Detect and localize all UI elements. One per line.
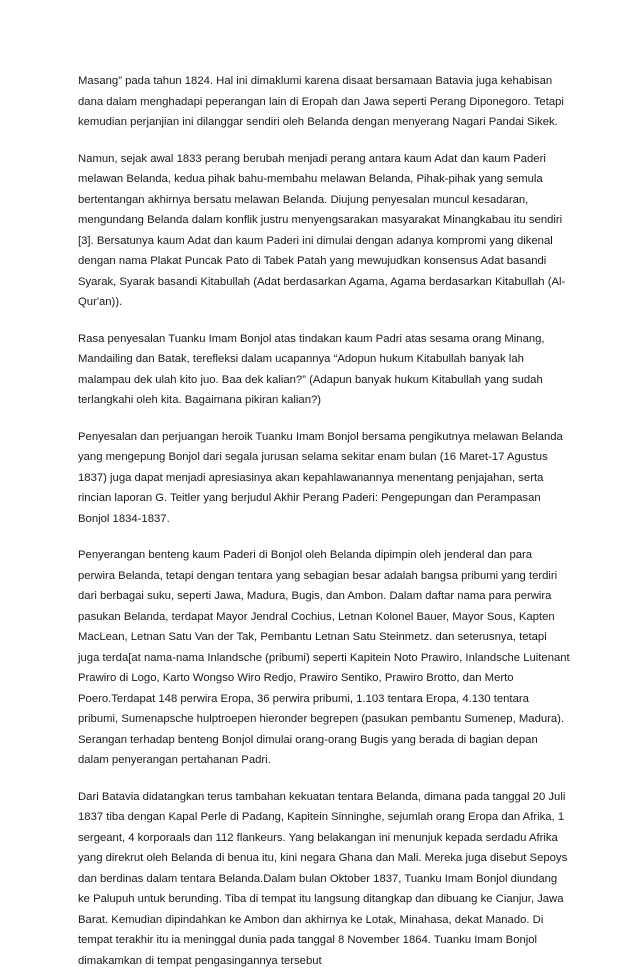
paragraph-6: Dari Batavia didatangkan terus tambahan kekuatan tentara Belanda, dimana pada tanggal 20 Juli 1837 tiba dengan Kapal Perle di Padang, Kapitein Sinninghe, sejumlah orang Eropa dan Afrika, 1 sergeant, 4 korporaals dan 112 flankeurs. Yang belakangan ini menunjuk kepada serdadu Afrika yang direkrut oleh Belanda di benua itu, kini negara Ghana dan Mali. Mereka juga disebut Sepoys dan berdinas dalam tentara Belanda.Dalam bulan Oktober 1837, Tuanku Imam Bonjol diundang ke Palupuh untuk berunding. Tiba di tempat itu langsung ditangkap dan dibuang ke Cianjur, Jawa Barat. Kemudian dipindahkan ke Ambon dan akhirnya ke Lotak, Minahasa, dekat Manado. Di tempat terakhir itu ia meninggal dunia pada tanggal 8 November 1864. Tuanku Imam Bonjol dimakamkan di tempat pengasingannya tersebut — [78, 790, 568, 967]
paragraph-2: Namun, sejak awal 1833 perang berubah menjadi perang antara kaum Adat dan kaum Paderi melawan Belanda, kedua pihak bahu-membahu melawan Belanda, Pihak-pihak yang semula bertentangan akhirnya bersatu melawan Belanda. Diujung penyesalan muncul kesadaran, mengundang Belanda dalam konflik justru menyengsarakan masyarakat Minangkabau itu sendiri [3]. Bersatunya kaum Adat dan kaum Paderi ini dimulai dengan adanya kompromi yang dikenal dengan nama Plakat Puncak Pato di Tabek Patah yang mewujudkan konsensus Adat basandi Syarak, Syarak basandi Kitabullah (Adat berdasarkan Agama, Agama berdasarkan Kitabullah (Al-Qur'an)). — [78, 152, 566, 308]
paragraph-4: Penyesalan dan perjuangan heroik Tuanku Imam Bonjol bersama pengikutnya melawan Belanda yang mengepung Bonjol dari segala jurusan selama sekitar enam bulan (16 Maret-17 Agustus 1837) juga dapat menjadi apresiasinya akan kepahlawanannya menentang penjajahan, serta rincian laporan G. Teitler yang berjudul Akhir Perang Paderi: Pengepungan dan Perampasan Bonjol 1834-1837. — [78, 430, 563, 525]
paragraph-1: Masang” pada tahun 1824. Hal ini dimaklumi karena disaat bersamaan Batavia juga kehabisan dana dalam menghadapi peperangan lain di Eropah dan Jawa seperti Perang Diponegoro. Tetapi kemudian perjanjian ini dilanggar sendiri oleh Belanda dengan menyerang Nagari Pandai Sikek. — [78, 75, 564, 128]
paragraph-5: Penyerangan benteng kaum Paderi di Bonjol oleh Belanda dipimpin oleh jenderal dan para perwira Belanda, tetapi dengan tentara yang sebagian besar adalah bangsa pribumi yang terdiri dari berbagai suku, seperti Jawa, Madura, Bugis, dan Ambon. Dalam daftar nama para perwira pasukan Belanda, terdapat Mayor Jendral Cochius, Letnan Kolonel Bauer, Mayor Sous, Kapten MacLean, Letnan Satu Van der Tak, Pembantu Letnan Satu Steinmetz. dan seterusnya, tetapi juga terda[at nama-nama Inlandsche (pribumi) seperti Kapitein Noto Prawiro, Inlandsche Luitenant Prawiro di Logo, Karto Wongso Wiro Redjo, Prawiro Sentiko, Prawiro Brotto, dan Merto Poero.Terdapat 148 perwira Eropa, 36 perwira pribumi, 1.103 tentara Eropa, 4.130 tentara pribumi, Sumenapsche hulptroepen hieronder begrepen (pasukan pembantu Sumenep, Madura). Serangan terhadap benteng Bonjol dimulai orang-orang Bugis yang berada di bagian depan dalam penyerangan pertahanan Padri. — [78, 549, 570, 766]
document-body — [78, 71, 570, 971]
paragraph-3: Rasa penyesalan Tuanku Imam Bonjol atas tindakan kaum Padri atas sesama orang Minang, Mandailing dan Batak, terefleksi dalam ucapannya “Adopun hukum Kitabullah banyak lah malampau dek ulah kito juo. Baa dek kalian?” (Adapun banyak hukum Kitabullah yang sudah terlangkahi oleh kita. Bagaimana pikiran kalian?) — [78, 332, 545, 406]
